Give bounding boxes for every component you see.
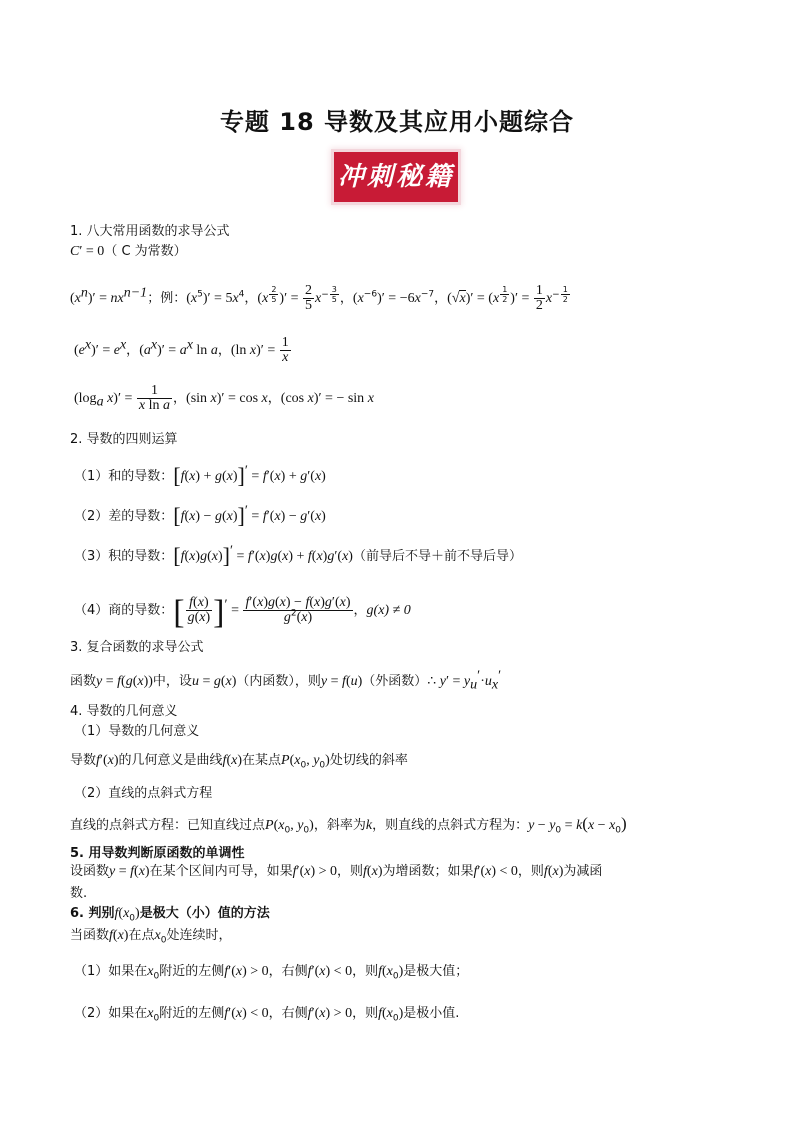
continuity-text-c: 处连续时， (166, 928, 232, 943)
max-text-b: 附近的左侧 (159, 964, 225, 979)
sum-rule-line: （1）和的导数：[f(x) + g(x)]′ = f′(x) + g′(x) (74, 463, 326, 488)
min-text-d: ，则 (352, 1006, 379, 1021)
section-5-heading: 5. 用导数判断原函数的单调性 (70, 846, 245, 861)
section-4-sub-2: （2）直线的点斜式方程 (74, 786, 213, 801)
therefore-symbol: ∴ (427, 674, 437, 689)
chain-text-d: （外函数） (362, 674, 428, 689)
power-rule-line: $(x^n)' = nx^{n-1}$；例：$(x^5)' = 5x^4$，(x $^{\frac{2}{5}}$ )′ = $\frac{2}{5}$ $x^{- \frac{3}{5}}$ ，$(x^{-6})' = -6x^{-7}$，(√x)′ = (x $^{\frac{1}{2}}$ )′ = $\frac{1}{2}$ $x^{- \frac{1}{2}}$ (70, 283, 568, 313)
continuity-text-b: 在点 (128, 928, 155, 943)
mono-text-a: 设函数 (70, 864, 110, 879)
monotonicity-line: 设函数y = f(x)在某个区间内可导，如果f′(x) > 0，则f(x)为增函数；如果f′(x) < 0，则f(x)为减函 (70, 864, 603, 879)
point-slope-text-c: ，则直线的点斜式方程为： (372, 818, 529, 833)
sprint-tips-badge (334, 152, 458, 202)
max-text-e: 是极大值； (403, 964, 469, 979)
point-slope-text-a: 直线的点斜式方程：已知直线过点 (70, 818, 266, 833)
max-text-a: （1）如果在 (74, 964, 148, 979)
monotonicity-line-end: 数. (70, 886, 88, 901)
badge-label: 冲刺秘籍 (337, 162, 454, 192)
const-note: （ C 为常数） (104, 244, 187, 259)
product-rule-label: （3）积的导数： (74, 549, 174, 564)
page-title: 专题 18 导数及其应用小题综合 (219, 108, 575, 136)
section-3-heading: 3. 复合函数的求导公式 (70, 640, 204, 655)
mono-text-d: 为增函数；如果 (382, 864, 474, 879)
product-rule-line: （3）积的导数：[f(x)g(x)]′ = f′(x)g(x) + f(x)g′(x)（前导后不导＋前不导后导） (74, 543, 522, 568)
max-text-d: ，则 (352, 964, 379, 979)
maximum-condition-line: （1）如果在$x_0$附近的左侧f′(x) > 0，右侧f′(x) < 0，则$f(x_0)$是极大值； (74, 964, 469, 982)
sum-rule-label: （1）和的导数： (74, 469, 174, 484)
chain-text-c: （内函数），则 (236, 674, 321, 689)
max-text-c: ，右侧 (268, 964, 308, 979)
extremum-heading-a: 6. 判别 (70, 906, 115, 921)
difference-rule-line: （2）差的导数：[f(x) − g(x)]′ = f′(x) − g′(x) (74, 503, 326, 528)
geo-text-c: 在某点 (242, 753, 282, 768)
product-rule-note: （前导后不导＋前不导后导） (352, 549, 522, 564)
point-slope-text-b: ，斜率为 (313, 818, 366, 833)
min-text-a: （2）如果在 (74, 1006, 148, 1021)
section-6-heading: 6. 判别$f(x_0)$是极大（小）值的方法 (70, 906, 270, 924)
section-4-heading: 4. 导数的几何意义 (70, 704, 178, 719)
section-2-heading: 2. 导数的四则运算 (70, 432, 178, 447)
difference-rule-label: （2）差的导数： (74, 509, 174, 524)
geometric-meaning-line: 导数f′(x)的几何意义是曲线f(x)在某点$P(x_0$, $y_0$)处切线的斜率 (70, 753, 408, 771)
geo-text-d: 处切线的斜率 (329, 753, 408, 768)
min-text-e: 是极小值. (403, 1006, 460, 1021)
mono-text-f: 为减函 (563, 864, 603, 879)
example-prefix: ；例： (147, 291, 187, 306)
const-derivative-line: C′ = 0（ C 为常数） (70, 244, 187, 259)
exp-log-line: $(e^x)' = e^x$，$(a^x)' = a^x$ ln a，(ln x)′ = $\frac{1}{x}$ (74, 335, 289, 365)
minimum-condition-line: （2）如果在$x_0$附近的左侧f′(x) < 0，右侧f′(x) > 0，则$f(x_0)$是极小值. (74, 1006, 460, 1024)
mono-text-c: ，则 (337, 864, 364, 879)
chain-text-b: 中，设 (152, 674, 192, 689)
chain-rule-line: 函数y = f(g(x))中，设u = g(x)（内函数），则y = f(u)（外函数）∴ $y' = y_u'\cdot u_x'$ (70, 668, 502, 693)
quotient-condition: g(x) ≠ 0 (366, 603, 411, 618)
geo-text-b: 的几何意义是曲线 (118, 753, 223, 768)
log-trig-line: ($\log_a$ x)′ = $\frac{1}{\text{x ln a}}$ ，(sin x)′ = cos x，(cos x)′ = − sin x (74, 383, 374, 413)
extremum-heading-b: 是极大（小）值的方法 (139, 906, 270, 921)
mono-text-e: ，则 (517, 864, 544, 879)
point-slope-line: 直线的点斜式方程：已知直线过点$P(x_0$, $y_0$)，斜率为k，则直线的点斜式方程为：$y - y_0 = k(x - x_0)$ (70, 814, 627, 836)
min-text-b: 附近的左侧 (159, 1006, 225, 1021)
continuity-line: 当函数f(x)在点$x_0$处连续时， (70, 928, 232, 946)
quotient-rule-line: （4）商的导数：[ $\frac{f(x)}{g(x)}$ ]′ = $\frac{f'(x)g(x) - f(x)g'(x)}{g^2(x)}$ ，g(x) ≠ 0 (74, 594, 411, 631)
quotient-rule-label: （4）商的导数： (74, 603, 174, 618)
continuity-text-a: 当函数 (70, 928, 110, 943)
min-text-c: ，右侧 (268, 1006, 308, 1021)
section-4-sub-1: （1）导数的几何意义 (74, 724, 200, 739)
section-1-heading: 1. 八大常用函数的求导公式 (70, 224, 230, 239)
mono-text-b: 在某个区间内可导，如果 (149, 864, 293, 879)
geo-text-a: 导数 (70, 753, 97, 768)
chain-text-a: 函数 (70, 674, 97, 689)
